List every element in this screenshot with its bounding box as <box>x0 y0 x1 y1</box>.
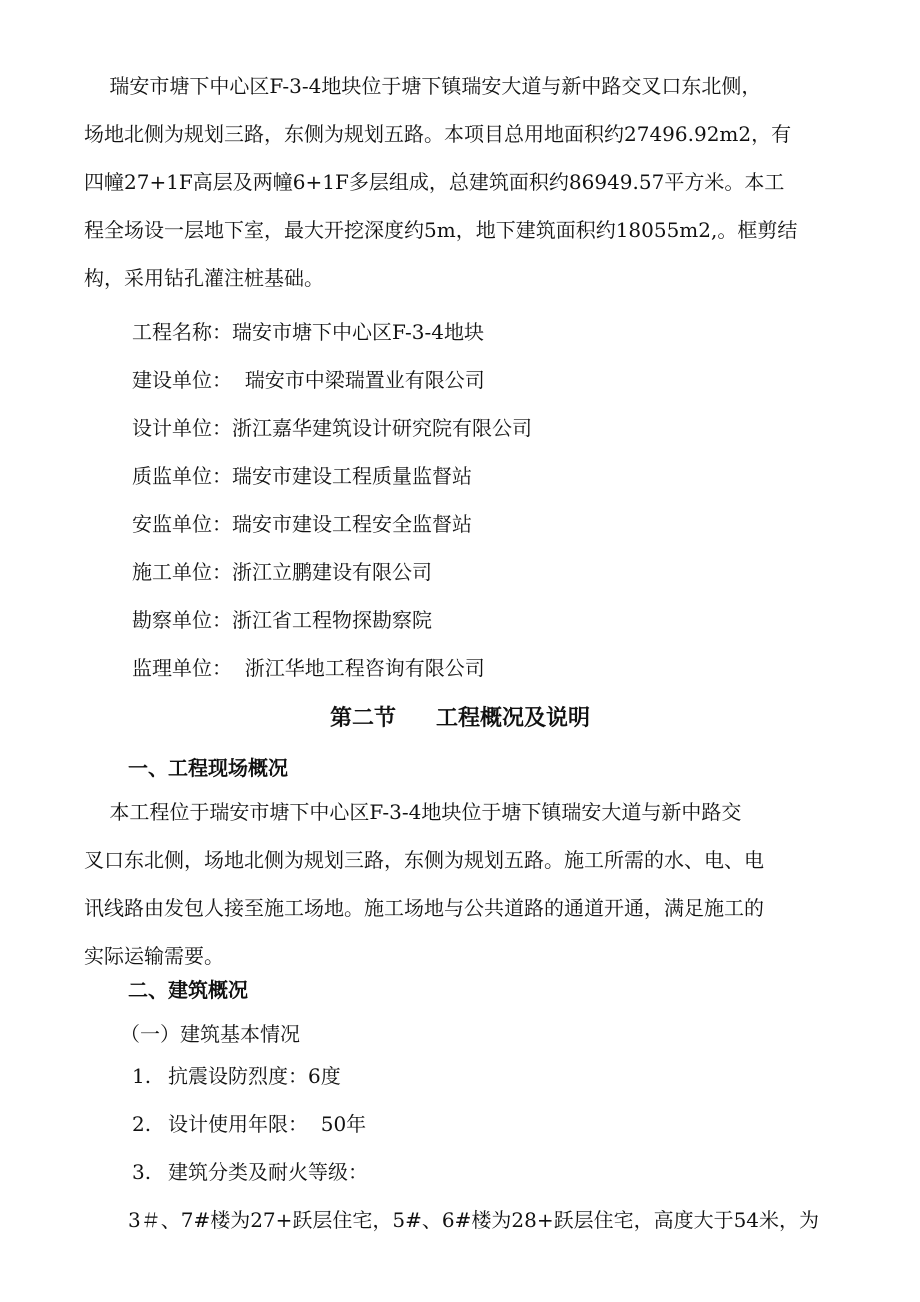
field-label: 勘察单位： <box>132 608 232 632</box>
field-label: 质监单位： <box>132 464 232 488</box>
list-item <box>132 1060 341 1092</box>
item-text: 建筑分类及耐火等级： <box>168 1160 368 1184</box>
section-title: 工程概况及说明 <box>436 705 591 731</box>
field-value: 浙江省工程物探勘察院 <box>232 608 432 632</box>
field-label: 设计单位： <box>132 416 232 440</box>
field-value: 瑞安市建设工程安全监督站 <box>232 512 472 536</box>
building-class-line: 3＃、7#楼为27+跃层住宅，5#、6#楼为28+跃层住宅，高度大于54米，为 <box>128 1208 820 1232</box>
field-label: 监理单位： <box>132 656 232 680</box>
item-number: 2. <box>132 1112 152 1136</box>
text-line: 构，采用钻孔灌注桩基础。 <box>84 266 324 290</box>
design-unit-field <box>132 412 532 444</box>
field-label: 施工单位： <box>132 560 232 584</box>
text-line: 四幢27+1F高层及两幢6+1F多层组成，总建筑面积约86949.57平方米。本工 <box>84 170 785 194</box>
site-overview-heading: 一、工程现场概况 <box>128 756 288 780</box>
text-line: 瑞安市塘下中心区F-3-4地块位于塘下镇瑞安大道与新中路交叉口东北侧， <box>84 74 762 98</box>
owner-unit-field <box>132 364 485 396</box>
building-overview-heading: 二、建筑概况 <box>128 978 248 1002</box>
survey-unit-field <box>132 604 432 636</box>
site-overview-paragraph <box>84 788 836 980</box>
building-basic-subheading: （一）建筑基本情况 <box>120 1022 300 1046</box>
safety-supervision-field <box>132 508 472 540</box>
field-value: 浙江华地工程咨询有限公司 <box>232 656 485 680</box>
project-intro-paragraph <box>84 62 836 302</box>
text-line: 本工程位于瑞安市塘下中心区F-3-4地块位于塘下镇瑞安大道与新中路交 <box>84 800 742 824</box>
item-text: 抗震设防烈度：6度 <box>168 1064 341 1088</box>
section-heading <box>0 698 920 738</box>
quality-supervision-field <box>132 460 472 492</box>
field-value: 瑞安市塘下中心区F-3-4地块 <box>232 320 484 344</box>
field-value: 瑞安市中梁瑞置业有限公司 <box>232 368 485 392</box>
list-item <box>132 1108 366 1140</box>
field-label: 安监单位： <box>132 512 232 536</box>
field-label: 建设单位： <box>132 368 232 392</box>
text-line: 程全场设一层地下室，最大开挖深度约5m，地下建筑面积约18055m2,。框剪结 <box>84 218 798 242</box>
item-number: 1. <box>132 1064 152 1088</box>
text-line: 叉口东北侧，场地北侧为规划三路，东侧为规划五路。施工所需的水、电、电 <box>84 848 764 872</box>
text-line: 实际运输需要。 <box>84 944 224 968</box>
item-text: 设计使用年限： 50年 <box>168 1112 367 1136</box>
section-number: 第二节 <box>329 705 396 731</box>
field-value: 瑞安市建设工程质量监督站 <box>232 464 472 488</box>
construction-unit-field <box>132 556 432 588</box>
project-name-field <box>132 316 484 348</box>
field-value: 浙江嘉华建筑设计研究院有限公司 <box>232 416 532 440</box>
field-value: 浙江立鹏建设有限公司 <box>232 560 432 584</box>
list-item <box>132 1156 368 1188</box>
supervisor-unit-field <box>132 652 485 684</box>
field-label: 工程名称： <box>132 320 232 344</box>
item-number: 3. <box>132 1160 152 1184</box>
text-line: 讯线路由发包人接至施工场地。施工场地与公共道路的通道开通，满足施工的 <box>84 896 764 920</box>
text-line: 场地北侧为规划三路，东侧为规划五路。本项目总用地面积约27496.92m2，有 <box>84 122 792 146</box>
